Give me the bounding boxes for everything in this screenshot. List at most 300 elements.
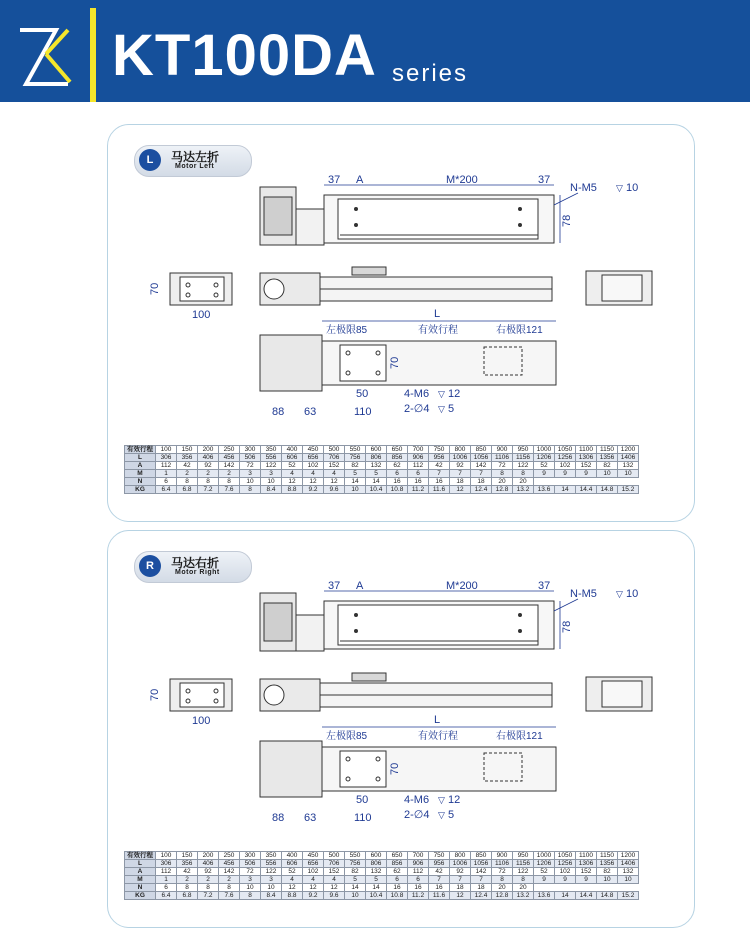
end-view-right xyxy=(586,271,652,305)
table-cell: 7.2 xyxy=(198,892,219,900)
table-cell: 62 xyxy=(387,868,408,876)
table-cell: 456 xyxy=(219,860,240,868)
table-cell: 8 xyxy=(513,470,534,478)
table-cell: 13.2 xyxy=(513,486,534,494)
table-cell: 2 xyxy=(198,470,219,478)
table-cell: 1000 xyxy=(534,446,555,454)
table-cell: 350 xyxy=(261,446,282,454)
table-cell: 16 xyxy=(387,478,408,486)
spec-table xyxy=(124,445,639,494)
table-cell: 52 xyxy=(534,462,555,470)
table-cell: 856 xyxy=(387,860,408,868)
table-cell: 6 xyxy=(156,478,177,486)
row-label: N xyxy=(125,884,156,892)
dim-78: 78 xyxy=(561,620,573,633)
table-cell: 14.4 xyxy=(576,892,597,900)
dim-63: 63 xyxy=(304,812,317,824)
row-label: 有效行程 xyxy=(125,446,156,454)
table-cell: 11.6 xyxy=(429,486,450,494)
depth-symbol: ▽ xyxy=(438,389,445,399)
table-cell: 142 xyxy=(219,868,240,876)
table-cell: 1150 xyxy=(597,446,618,454)
kt-logo-icon xyxy=(16,24,74,90)
dim-nm5-depth: 10 xyxy=(626,182,639,194)
table-cell: 82 xyxy=(597,868,618,876)
table-cell: 5 xyxy=(345,876,366,884)
table-cell: 806 xyxy=(366,860,387,868)
table-cell: 102 xyxy=(303,868,324,876)
table-cell: 14 xyxy=(555,486,576,494)
table-cell: 13.2 xyxy=(513,892,534,900)
table-cell: 9 xyxy=(534,876,555,884)
table-cell: 12.8 xyxy=(492,486,513,494)
table-cell: 152 xyxy=(576,462,597,470)
table-cell: 142 xyxy=(219,462,240,470)
table-cell: 706 xyxy=(324,860,345,868)
row-label: L xyxy=(125,454,156,462)
bottom-view xyxy=(260,741,556,797)
table-cell: 112 xyxy=(408,868,429,876)
m6-depth: 12 xyxy=(448,388,461,400)
travel-label: 有效行程 xyxy=(418,325,458,336)
table-cell: 11.6 xyxy=(429,892,450,900)
table-cell: 12 xyxy=(282,884,303,892)
table-cell: 152 xyxy=(576,868,597,876)
table-cell: 152 xyxy=(324,868,345,876)
table-cell: 956 xyxy=(429,860,450,868)
badge-title-zh: 马达右折 xyxy=(171,556,220,570)
motor-left-panel xyxy=(107,124,695,522)
table-cell: 750 xyxy=(429,446,450,454)
table-cell: 656 xyxy=(303,860,324,868)
table-cell: 1356 xyxy=(597,454,618,462)
dim-37-right: 37 xyxy=(538,174,551,186)
table-cell: 906 xyxy=(408,454,429,462)
table-cell: 16 xyxy=(408,478,429,486)
dim-37-left: 37 xyxy=(328,174,341,186)
table-cell: 2 xyxy=(198,876,219,884)
table-cell: 900 xyxy=(492,852,513,860)
table-cell: 200 xyxy=(198,852,219,860)
table-cell: 9 xyxy=(555,876,576,884)
depth-symbol: ▽ xyxy=(616,183,623,193)
row-label: KG xyxy=(125,486,156,494)
table-cell: 656 xyxy=(303,454,324,462)
table-cell: 9.2 xyxy=(303,486,324,494)
top-view xyxy=(260,187,554,245)
dimension-drawing xyxy=(108,531,694,861)
table-cell: 18 xyxy=(471,478,492,486)
table-cell: 600 xyxy=(366,852,387,860)
table-row xyxy=(125,860,639,868)
table-cell: 42 xyxy=(429,868,450,876)
table-cell: 100 xyxy=(156,852,177,860)
table-row xyxy=(125,462,639,470)
table-cell: 6 xyxy=(387,470,408,478)
table-cell: 7 xyxy=(450,876,471,884)
table-cell: 6.4 xyxy=(156,486,177,494)
table-cell: 20 xyxy=(492,478,513,486)
phi-label: 2-∅4 xyxy=(404,403,430,415)
table-cell: 9 xyxy=(555,470,576,478)
table-cell: 550 xyxy=(345,852,366,860)
table-cell: 1006 xyxy=(450,860,471,868)
dim-88: 88 xyxy=(272,812,285,824)
table-cell: 72 xyxy=(240,462,261,470)
table-row xyxy=(125,868,639,876)
table-cell: 9 xyxy=(534,470,555,478)
table-cell: 7.6 xyxy=(219,486,240,494)
table-cell: 1306 xyxy=(576,860,597,868)
badge-title-en: Motor Right xyxy=(175,569,220,576)
table-cell: 10 xyxy=(261,478,282,486)
table-cell: 12 xyxy=(324,478,345,486)
table-cell: 2 xyxy=(219,470,240,478)
table-cell: 8.4 xyxy=(261,892,282,900)
table-cell: 4 xyxy=(282,470,303,478)
table-cell: 750 xyxy=(429,852,450,860)
motor-right-panel xyxy=(107,530,695,928)
table-cell: 14.8 xyxy=(597,892,618,900)
table-cell: 456 xyxy=(219,454,240,462)
table-cell: 72 xyxy=(240,868,261,876)
table-cell: 8 xyxy=(177,884,198,892)
table-cell: 806 xyxy=(366,454,387,462)
table-cell: 8 xyxy=(513,876,534,884)
table-cell: 10 xyxy=(240,884,261,892)
table-cell: 10.4 xyxy=(366,892,387,900)
table-cell: 1006 xyxy=(450,454,471,462)
table-cell: 3 xyxy=(240,470,261,478)
table-cell: 7.6 xyxy=(219,892,240,900)
table-cell: 14 xyxy=(366,884,387,892)
table-cell: 8 xyxy=(240,486,261,494)
table-row xyxy=(125,486,639,494)
dim-50: 50 xyxy=(356,794,369,806)
table-cell: 1306 xyxy=(576,454,597,462)
phi-depth: 5 xyxy=(448,403,455,415)
table-cell: 1406 xyxy=(618,454,639,462)
table-cell: 3 xyxy=(261,470,282,478)
table-cell: 8 xyxy=(219,478,240,486)
table-cell: 10 xyxy=(618,876,639,884)
table-cell: 3 xyxy=(240,876,261,884)
table-cell: 306 xyxy=(156,454,177,462)
table-cell: 10.4 xyxy=(366,486,387,494)
table-cell: 1000 xyxy=(534,852,555,860)
end-view-left xyxy=(170,679,232,711)
table-cell: 1256 xyxy=(555,454,576,462)
table-cell: 700 xyxy=(408,446,429,454)
side-view xyxy=(260,673,552,711)
table-cell: 8 xyxy=(198,478,219,486)
table-cell: 10 xyxy=(618,470,639,478)
table-cell: 250 xyxy=(219,446,240,454)
table-cell: 12 xyxy=(324,884,345,892)
table-cell: 6 xyxy=(408,470,429,478)
table-cell: 52 xyxy=(282,462,303,470)
table-cell: 112 xyxy=(156,868,177,876)
table-cell: 12 xyxy=(450,892,471,900)
table-cell: 8 xyxy=(492,470,513,478)
table-cell: 152 xyxy=(324,462,345,470)
table-row xyxy=(125,446,639,454)
table-cell: 7 xyxy=(429,876,450,884)
table-cell: 300 xyxy=(240,446,261,454)
table-cell: 9.2 xyxy=(303,892,324,900)
table-cell: 1200 xyxy=(618,852,639,860)
dim-70-end: 70 xyxy=(149,688,161,701)
table-cell: 16 xyxy=(408,884,429,892)
row-label: L xyxy=(125,860,156,868)
table-cell: 100 xyxy=(156,446,177,454)
table-cell: 650 xyxy=(387,852,408,860)
table-cell: 10 xyxy=(261,884,282,892)
table-cell: 15.2 xyxy=(618,486,639,494)
table-cell: 16 xyxy=(387,884,408,892)
table-cell: 1200 xyxy=(618,446,639,454)
table-cell: 956 xyxy=(429,454,450,462)
table-cell: 13.6 xyxy=(534,892,555,900)
table-cell: 18 xyxy=(450,884,471,892)
right-limit-label: 右极限121 xyxy=(496,731,543,742)
dim-37-right: 37 xyxy=(538,580,551,592)
table-cell: 4 xyxy=(303,470,324,478)
table-cell: 1 xyxy=(156,470,177,478)
depth-symbol: ▽ xyxy=(616,589,623,599)
bottom-view xyxy=(260,335,556,391)
dim-70-end: 70 xyxy=(149,282,161,295)
table-cell: 10 xyxy=(345,892,366,900)
table-cell: 92 xyxy=(450,868,471,876)
table-cell: 122 xyxy=(513,868,534,876)
product-title: KT100DA xyxy=(112,23,377,88)
table-cell: 306 xyxy=(156,860,177,868)
table-cell: 856 xyxy=(387,454,408,462)
table-cell: 8 xyxy=(219,884,240,892)
table-row xyxy=(125,884,639,892)
table-cell: 1206 xyxy=(534,860,555,868)
table-cell: 92 xyxy=(198,868,219,876)
table-cell: 8 xyxy=(177,478,198,486)
table-cell: 5 xyxy=(366,876,387,884)
table-cell: 1100 xyxy=(576,852,597,860)
table-cell: 756 xyxy=(345,454,366,462)
table-cell: 10 xyxy=(597,876,618,884)
table-cell: 1356 xyxy=(597,860,618,868)
table-cell: 850 xyxy=(471,852,492,860)
table-row xyxy=(125,852,639,860)
table-cell: 3 xyxy=(261,876,282,884)
dim-l: L xyxy=(434,714,441,726)
table-row xyxy=(125,470,639,478)
table-cell: 800 xyxy=(450,446,471,454)
table-cell: 9.6 xyxy=(324,892,345,900)
table-cell: 4 xyxy=(282,876,303,884)
dim-50: 50 xyxy=(356,388,369,400)
table-cell: 92 xyxy=(198,462,219,470)
dim-100: 100 xyxy=(192,309,211,321)
table-cell: 112 xyxy=(408,462,429,470)
table-cell: 900 xyxy=(492,446,513,454)
table-cell: 142 xyxy=(471,868,492,876)
table-cell: 20 xyxy=(513,478,534,486)
dim-78: 78 xyxy=(561,214,573,227)
table-cell: 6 xyxy=(156,884,177,892)
row-label: A xyxy=(125,868,156,876)
table-cell: 9 xyxy=(576,470,597,478)
table-cell: 1206 xyxy=(534,454,555,462)
table-cell: 16 xyxy=(429,884,450,892)
badge-title-zh: 马达左折 xyxy=(171,150,220,164)
table-cell: 606 xyxy=(282,454,303,462)
table-cell: 6.4 xyxy=(156,892,177,900)
table-cell: 72 xyxy=(492,868,513,876)
table-row xyxy=(125,876,639,884)
table-cell: 62 xyxy=(387,462,408,470)
row-label: M xyxy=(125,876,156,884)
table-cell: 42 xyxy=(177,462,198,470)
table-cell: 556 xyxy=(261,454,282,462)
table-cell: 400 xyxy=(282,446,303,454)
series-label: series xyxy=(392,60,469,87)
table-cell: 150 xyxy=(177,852,198,860)
table-cell: 112 xyxy=(156,462,177,470)
side-view xyxy=(260,267,552,305)
table-cell: 1256 xyxy=(555,860,576,868)
dim-m200: M*200 xyxy=(446,580,478,592)
row-label: M xyxy=(125,470,156,478)
table-cell: 4 xyxy=(324,470,345,478)
table-cell: 12 xyxy=(282,478,303,486)
dim-100: 100 xyxy=(192,715,211,727)
table-cell: 82 xyxy=(597,462,618,470)
dim-l: L xyxy=(434,308,441,320)
row-label: KG xyxy=(125,892,156,900)
phi-label: 2-∅4 xyxy=(404,809,430,821)
table-cell: 6.8 xyxy=(177,892,198,900)
table-cell: 10 xyxy=(240,478,261,486)
table-cell: 950 xyxy=(513,446,534,454)
table-cell: 10.8 xyxy=(387,486,408,494)
table-cell: 706 xyxy=(324,454,345,462)
dimension-drawing xyxy=(108,125,694,455)
table-cell: 1106 xyxy=(492,860,513,868)
table-cell: 10.8 xyxy=(387,892,408,900)
badge-letter: R xyxy=(139,555,161,577)
depth-symbol: ▽ xyxy=(438,404,445,414)
table-cell: 42 xyxy=(429,462,450,470)
m6-label: 4-M6 xyxy=(404,794,430,806)
table-cell: 650 xyxy=(387,446,408,454)
table-cell: 550 xyxy=(345,446,366,454)
dim-70-carriage: 70 xyxy=(389,762,401,775)
table-cell: 52 xyxy=(534,868,555,876)
table-cell: 8.4 xyxy=(261,486,282,494)
table-cell: 122 xyxy=(513,462,534,470)
table-cell: 14.4 xyxy=(576,486,597,494)
table-cell: 102 xyxy=(303,462,324,470)
table-cell: 8 xyxy=(240,892,261,900)
table-cell: 1050 xyxy=(555,446,576,454)
table-cell: 8 xyxy=(198,884,219,892)
row-label: A xyxy=(125,462,156,470)
dim-70-carriage: 70 xyxy=(389,356,401,369)
dim-nm5-depth: 10 xyxy=(626,588,639,600)
table-cell: 132 xyxy=(366,868,387,876)
table-cell: 12 xyxy=(303,478,324,486)
table-cell: 14 xyxy=(345,884,366,892)
table-cell: 1156 xyxy=(513,860,534,868)
table-cell: 800 xyxy=(450,852,471,860)
table-cell: 14 xyxy=(345,478,366,486)
table-cell: 9.6 xyxy=(324,486,345,494)
table-cell: 52 xyxy=(282,868,303,876)
table-cell: 12.4 xyxy=(471,486,492,494)
table-cell: 12 xyxy=(303,884,324,892)
dim-88: 88 xyxy=(272,406,285,418)
table-cell: 8.8 xyxy=(282,486,303,494)
badge-title-en: Motor Left xyxy=(175,163,215,170)
table-cell: 5 xyxy=(366,470,387,478)
dim-m200: M*200 xyxy=(446,174,478,186)
table-cell: 7.2 xyxy=(198,486,219,494)
table-cell: 1156 xyxy=(513,454,534,462)
m6-label: 4-M6 xyxy=(404,388,430,400)
table-cell: 12.8 xyxy=(492,892,513,900)
table-cell: 756 xyxy=(345,860,366,868)
table-cell: 350 xyxy=(261,852,282,860)
table-cell: 82 xyxy=(345,868,366,876)
row-label: 有效行程 xyxy=(125,852,156,860)
table-cell: 950 xyxy=(513,852,534,860)
table-cell: 20 xyxy=(513,884,534,892)
table-cell: 9 xyxy=(576,876,597,884)
table-row xyxy=(125,454,639,462)
table-cell: 72 xyxy=(492,462,513,470)
table-cell: 406 xyxy=(198,860,219,868)
header-divider xyxy=(90,8,96,102)
m6-depth: 12 xyxy=(448,794,461,806)
table-cell: 42 xyxy=(177,868,198,876)
table-cell: 132 xyxy=(366,462,387,470)
table-cell: 2 xyxy=(219,876,240,884)
table-cell: 102 xyxy=(555,462,576,470)
table-cell: 250 xyxy=(219,852,240,860)
depth-symbol: ▽ xyxy=(438,810,445,820)
table-cell: 1 xyxy=(156,876,177,884)
table-cell: 14 xyxy=(555,892,576,900)
table-cell: 18 xyxy=(450,478,471,486)
table-cell: 356 xyxy=(177,860,198,868)
table-cell: 14 xyxy=(366,478,387,486)
dim-63: 63 xyxy=(304,406,317,418)
table-cell: 7 xyxy=(471,876,492,884)
dim-a: A xyxy=(356,174,364,186)
table-cell: 4 xyxy=(303,876,324,884)
table-cell: 8 xyxy=(492,876,513,884)
table-cell: 1106 xyxy=(492,454,513,462)
table-cell: 700 xyxy=(408,852,429,860)
row-label: N xyxy=(125,478,156,486)
table-cell: 10 xyxy=(597,470,618,478)
table-cell: 10 xyxy=(345,486,366,494)
table-cell: 4 xyxy=(324,876,345,884)
table-cell: 14.8 xyxy=(597,486,618,494)
table-row xyxy=(125,478,639,486)
table-cell: 450 xyxy=(303,446,324,454)
table-cell: 11.2 xyxy=(408,486,429,494)
